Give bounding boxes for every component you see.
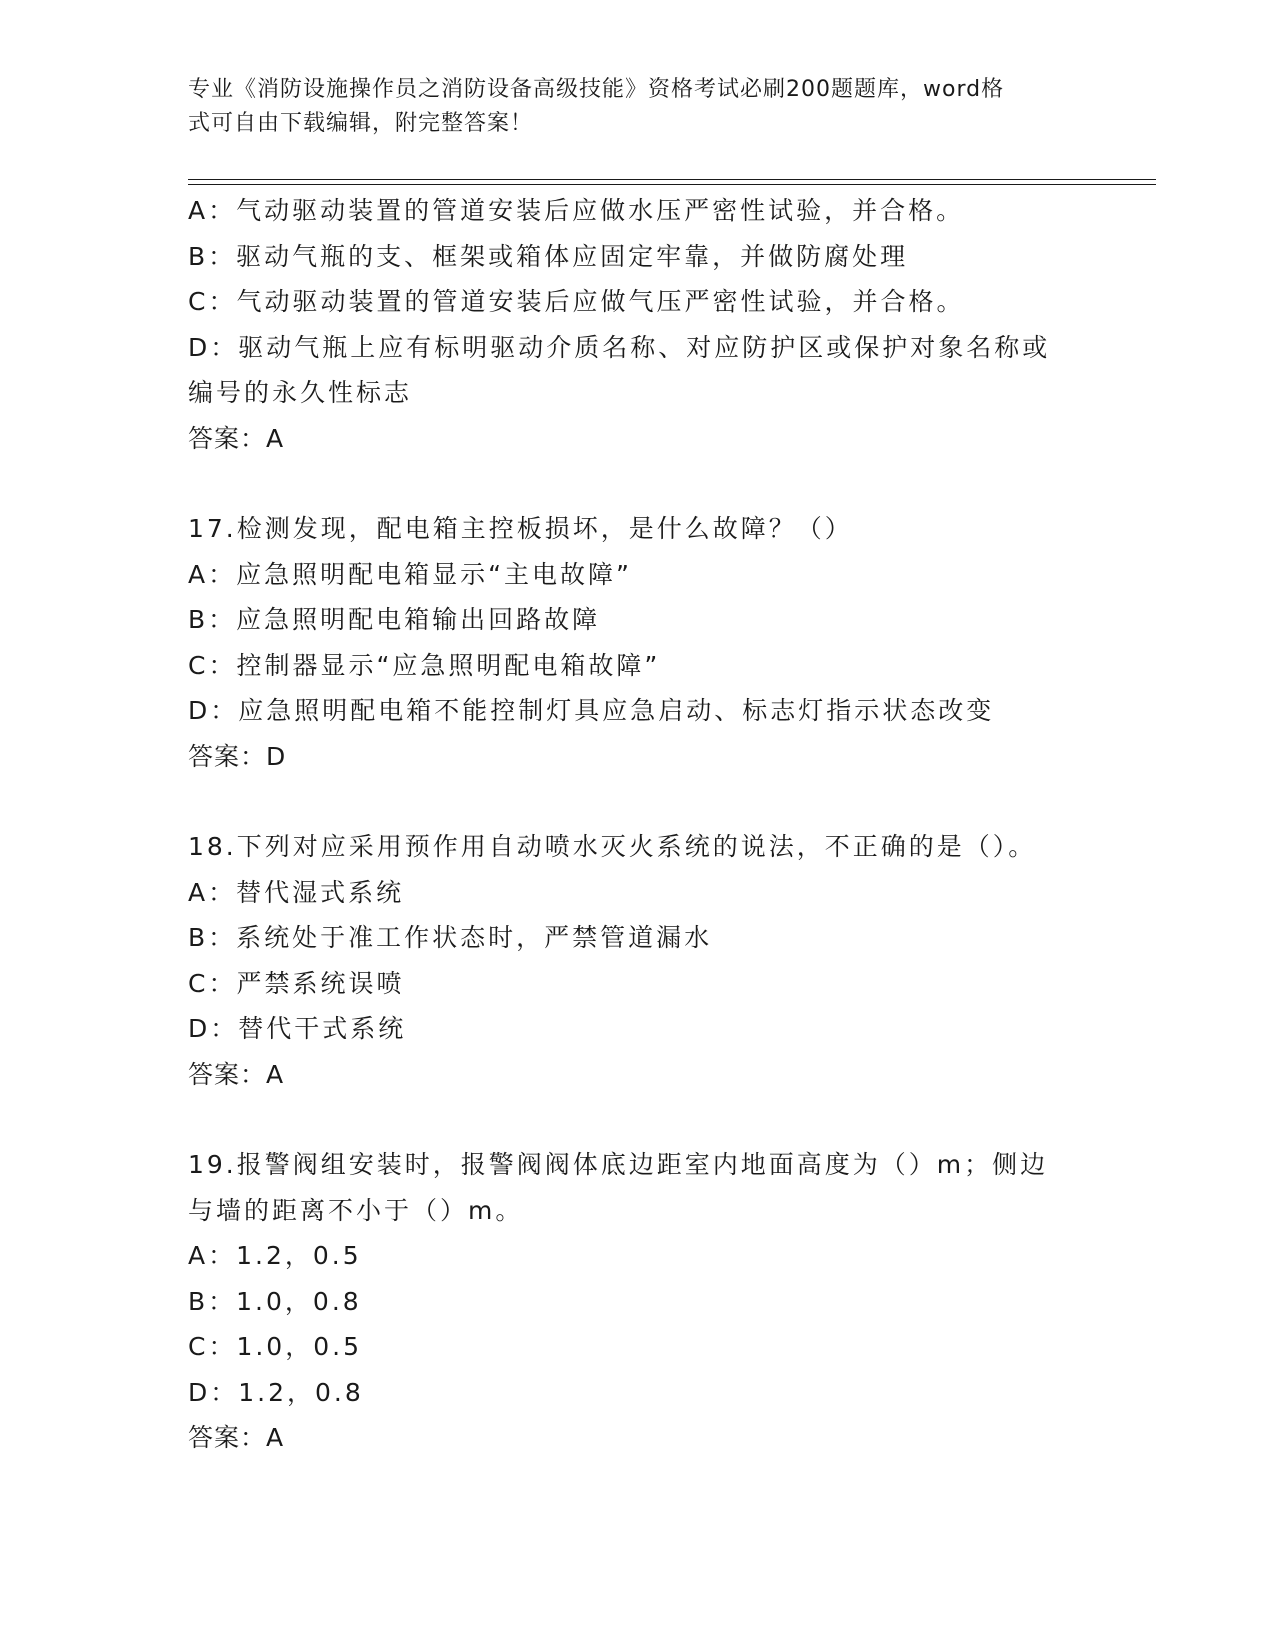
option-a: A：替代湿式系统 <box>188 877 405 907</box>
question-16 <box>188 188 1088 461</box>
question-18 <box>188 824 1088 1097</box>
answer: 答案：A <box>188 423 285 453</box>
answer: 答案：A <box>188 1423 285 1452</box>
option-b: B：应急照明配电箱输出回路故障 <box>188 605 601 634</box>
question-stem: 19.报警阀组安装时，报警阀阀体底边距室内地面高度为（）m；侧边 <box>188 1150 1049 1179</box>
answer: 答案：A <box>188 1059 285 1089</box>
header-divider-bottom <box>188 184 1156 185</box>
header-line-2: 式可自由下载编辑，附完整答案！ <box>188 111 534 136</box>
option-b: B：1.0，0.8 <box>188 1286 362 1316</box>
spacer <box>188 1097 1088 1142</box>
option-b: B：系统处于准工作状态时，严禁管道漏水 <box>188 923 713 952</box>
question-17 <box>188 506 1088 779</box>
option-c: C：1.0，0.5 <box>188 1332 362 1361</box>
option-d: D：1.2，0.8 <box>188 1377 364 1407</box>
document-header <box>188 73 1088 141</box>
header-divider-top <box>188 179 1156 180</box>
option-d: D：应急照明配电箱不能控制灯具应急启动、标志灯指示状态改变 <box>188 696 995 725</box>
question-stem: 17.检测发现，配电箱主控板损坏，是什么故障？（） <box>188 514 853 543</box>
question-list <box>188 188 1088 1461</box>
answer: 答案：D <box>188 741 287 771</box>
option-c: C：严禁系统误喷 <box>188 968 405 998</box>
option-d-continued: 编号的永久性标志 <box>188 378 413 407</box>
option-d: D：替代干式系统 <box>188 1014 407 1043</box>
question-stem: 18.下列对应采用预作用自动喷水灭火系统的说法，不正确的是（）。 <box>188 832 1037 861</box>
header-line-1: 专业《消防设施操作员之消防设备高级技能》资格考试必刷200题题库，word格 <box>188 77 1005 102</box>
option-c: C：气动驱动装置的管道安装后应做气压严密性试验，并合格。 <box>188 287 965 316</box>
option-a: A：气动驱动装置的管道安装后应做水压严密性试验，并合格。 <box>188 196 965 225</box>
spacer <box>188 779 1088 824</box>
option-b: B：驱动气瓶的支、框架或箱体应固定牢靠，并做防腐处理 <box>188 241 909 271</box>
spacer <box>188 461 1088 506</box>
question-19 <box>188 1142 1088 1461</box>
question-stem-continued: 与墙的距离不小于（）m。 <box>188 1195 524 1225</box>
option-a: A：1.2，0.5 <box>188 1241 362 1270</box>
option-d: D：驱动气瓶上应有标明驱动介质名称、对应防护区或保护对象名称或 <box>188 332 1051 362</box>
option-c: C：控制器显示“应急照明配电箱故障” <box>188 650 661 680</box>
option-a: A：应急照明配电箱显示“主电故障” <box>188 559 633 589</box>
